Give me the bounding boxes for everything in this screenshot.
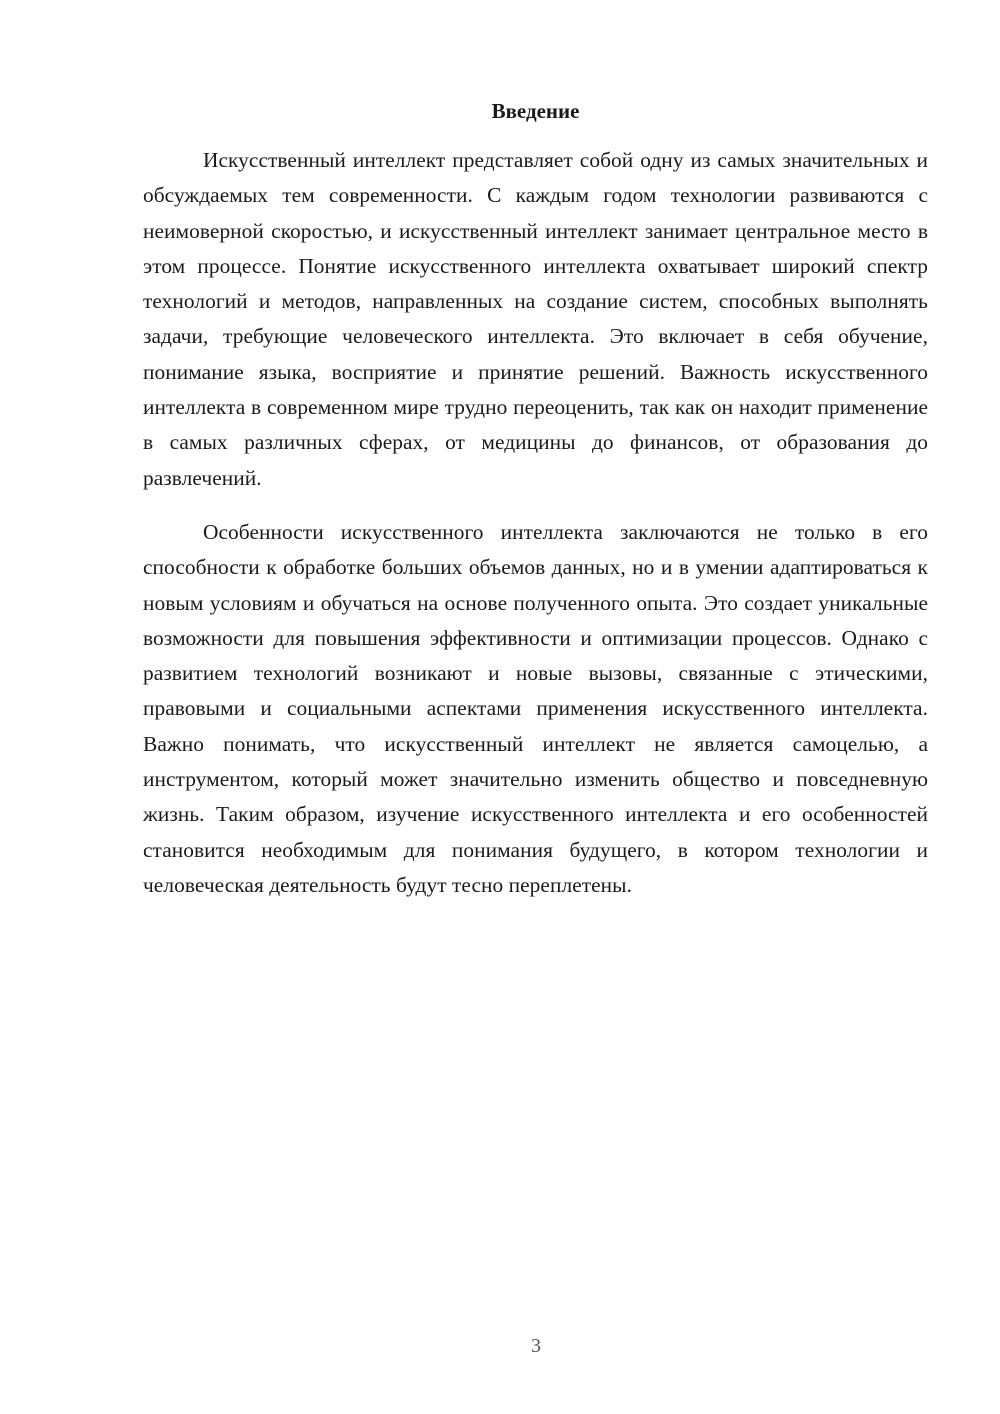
section-heading: Введение — [491, 99, 580, 123]
document-body — [143, 143, 928, 903]
paragraph-1: Искусственный интеллект представляет собой одну из самых значительных и обсуждаемых тем современности. С каждым годом технологии развиваются с неимоверной скоростью, и искусственный интеллект занимает центральное место в этом процессе. Понятие искусственного интеллекта охватывает широкий спектр технологий и методов, направленных на создание систем, способных выполнять задачи, требующие человеческого интеллекта. Это включает в себя обучение, понимание языка, восприятие и принятие решений. Важность искусственного интеллекта в современном мире трудно переоценить, так как он находит применение в самых различных сферах, от медицины до финансов, от образования до развлечений. — [143, 148, 928, 490]
page-number: 3 — [531, 1335, 541, 1357]
paragraph-2: Особенности искусственного интеллекта заключаются не только в его способности к обработке больших объемов данных, но и в умении адаптироваться к новым условиям и обучаться на основе полученного опыта. Это создает уникальные возможности для повышения эффективности и оптимизации процессов. Однако с развитием технологий возникают и новые вызовы, связанные с этическими, правовыми и социальными аспектами применения искусственного интеллекта. Важно понимать, что искусственный интеллект не является самоцелью, а инструментом, который может значительно изменить общество и повседневную жизнь. Таким образом, изучение искусственного интеллекта и его особенностей становится необходимым для понимания будущего, в котором технологии и человеческая деятельность будут тесно переплетены. — [143, 519, 928, 897]
